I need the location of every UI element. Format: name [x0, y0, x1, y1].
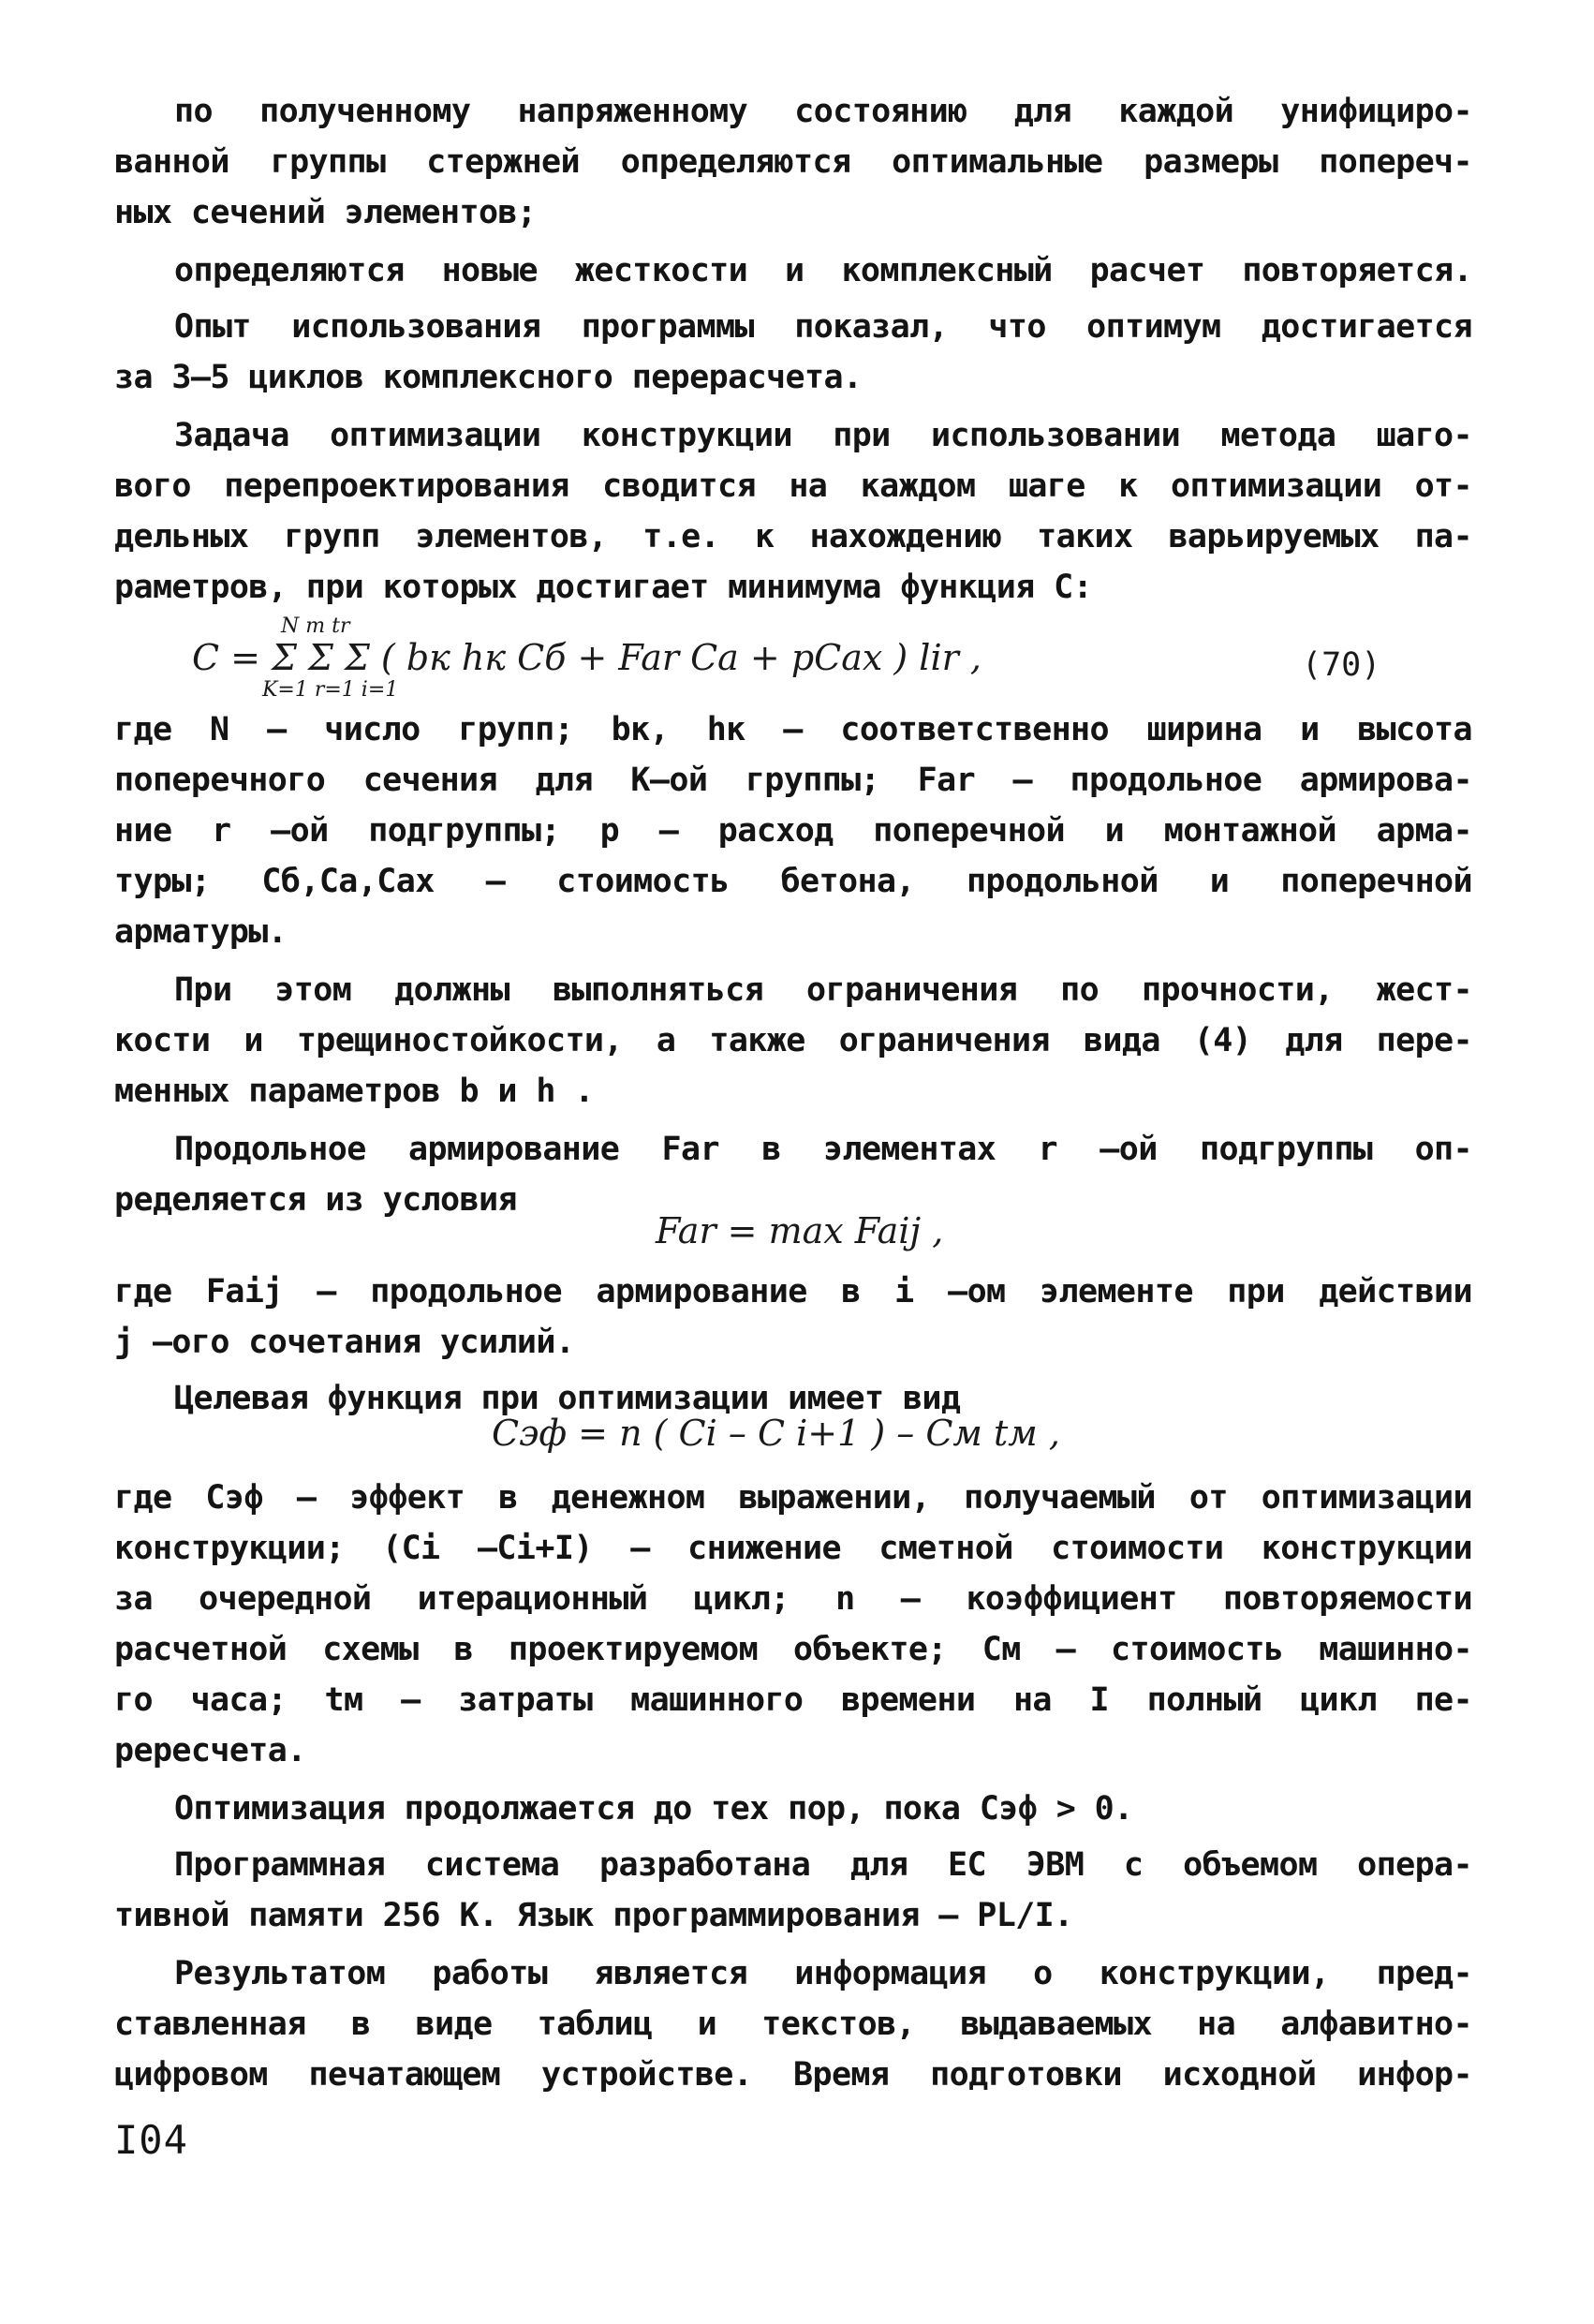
text-line: где N – число групп; bк, hк – соответственно ширина и высота: [114, 711, 1472, 748]
text-line: туры; Сб,Са,Сах – стоимость бетона, продольной и поперечной: [114, 863, 1472, 900]
text-line: Программная система разработана для ЕС ЭВМ с объемом опера-: [174, 1846, 1472, 1884]
text-line: где Faij – продольное армирование в i –ом элементе при действии: [114, 1273, 1472, 1310]
text-line: ние r –ой подгруппы; p – расход поперечной и монтажной арма-: [114, 812, 1472, 850]
text-line: поперечного сечения для К–ой группы; Far – продольное армирова-: [114, 762, 1472, 799]
page-number: I04: [114, 2117, 188, 2163]
formula-70-upper-limits: N m tr: [281, 614, 350, 638]
text-line: Продольное армирование Far в элементах r –ой подгруппы оп-: [174, 1131, 1472, 1168]
text-line: вого перепроектирования сводится на каждом шаге к оптимизации от-: [114, 467, 1472, 505]
text-line: арматуры.: [114, 913, 288, 951]
text-line: Опыт использования программы показал, что оптимум достигается: [174, 308, 1472, 346]
text-line: раметров, при которых достигает минимума функция С:: [114, 569, 1093, 606]
text-line: конструкции; (Сi –Сi+I) – снижение сметной стоимости конструкции: [114, 1530, 1472, 1567]
formula-70: C = Σ Σ Σ ( bк hк Cб + Far Ca + pCax ) lir ,: [192, 637, 981, 678]
formula-70-lower-limits: K=1 r=1 i=1: [262, 678, 399, 702]
text-line: Результатом работы является информация о конструкции, пред-: [174, 1955, 1472, 1992]
text-line: ставленная в виде таблиц и текстов, выдаваемых на алфавитно-: [114, 2006, 1472, 2043]
text-line: по полученному напряженному состоянию для каждой унифициро-: [174, 93, 1472, 130]
equation-number: (70): [1302, 646, 1381, 684]
text-line: определяются новые жесткости и комплексный расчет повторяется.: [174, 252, 1472, 289]
text-line: тивной памяти 256 К. Язык программирования – PL/I.: [114, 1897, 1073, 1934]
text-line: При этом должны выполняться ограничения по прочности, жест-: [174, 971, 1472, 1009]
text-line: j –ого сочетания усилий.: [114, 1324, 575, 1361]
text-line: ределяется из условия: [114, 1181, 517, 1219]
text-line: рересчета.: [114, 1732, 306, 1769]
text-line: Оптимизация продолжается до тех пор, пока Сэф > 0.: [174, 1790, 1133, 1828]
text-line: за 3–5 циклов комплексного перерасчета.: [114, 359, 863, 396]
text-line: ных сечений элементов;: [114, 194, 537, 231]
text-line: дельных групп элементов, т.е. к нахождению таких варьируемых па-: [114, 518, 1472, 555]
text-line: за очередной итерационный цикл; n – коэффициент повторяемости: [114, 1580, 1472, 1618]
text-line: Целевая функция при оптимизации имеет вид: [174, 1380, 961, 1417]
text-line: Задача оптимизации конструкции при использовании метода шаго-: [174, 417, 1472, 454]
text-line: ванной группы стержней определяются оптимальные размеры попереч-: [114, 143, 1472, 181]
text-line: го часа; tм – затраты машинного времени на I полный цикл пе-: [114, 1681, 1472, 1719]
text-line: расчетной схемы в проектируемом объекте; См – стоимость машинно-: [114, 1631, 1472, 1668]
text-line: кости и трещиностойкости, а также ограничения вида (4) для пере-: [114, 1022, 1472, 1059]
formula-far: Far = max Faij ,: [656, 1210, 944, 1251]
text-line: где Сэф – эффект в денежном выражении, получаемый от оптимизации: [114, 1479, 1472, 1517]
text-line: менных параметров b и h .: [114, 1073, 594, 1110]
text-line: цифровом печатающем устройстве. Время подготовки исходной инфор-: [114, 2056, 1472, 2094]
formula-ceff: Cэф = n ( Ci – C i+1 ) – Cм tм ,: [492, 1413, 1060, 1454]
